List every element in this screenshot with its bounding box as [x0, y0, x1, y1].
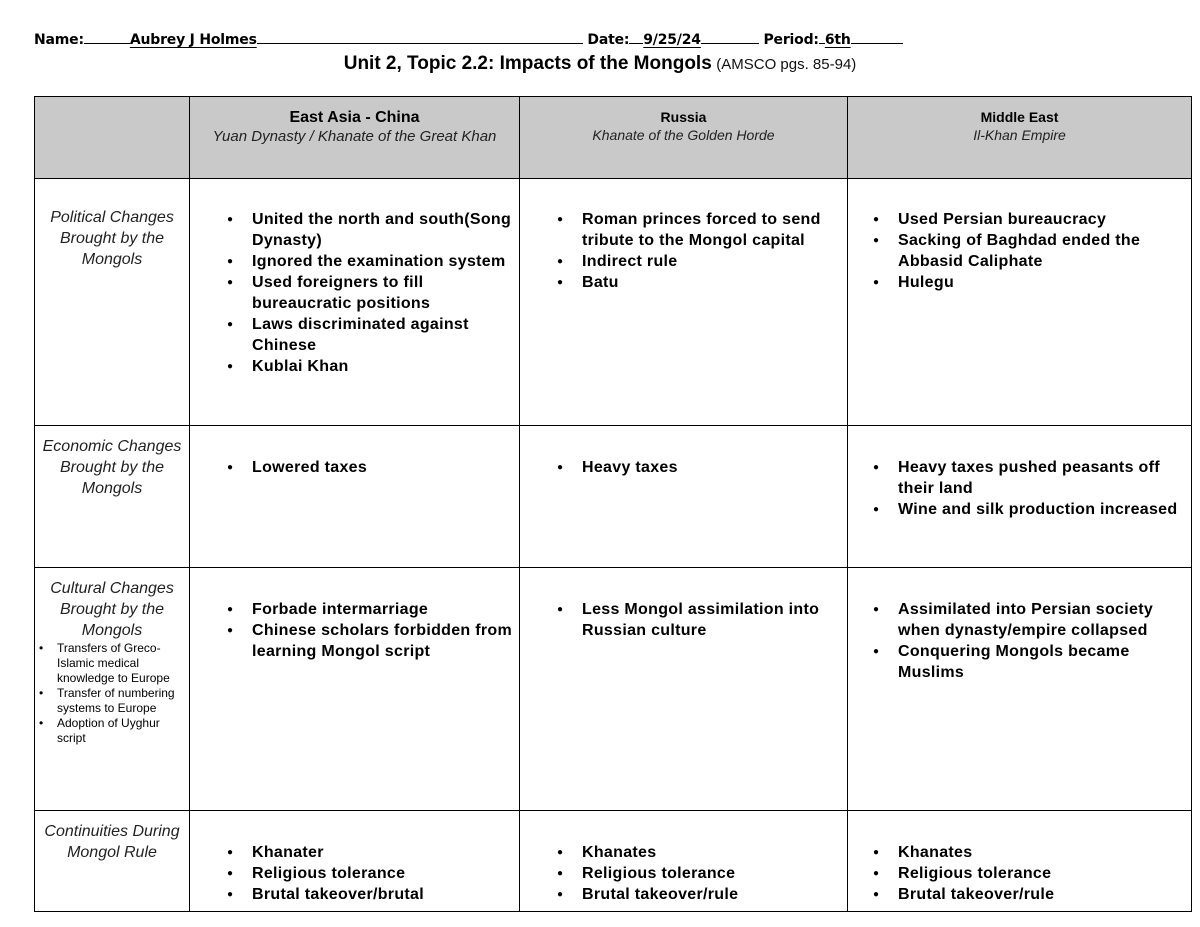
row-label-cell — [35, 426, 190, 568]
cell-cultural-china — [190, 568, 520, 811]
list-item: ● Brutal takeover/brutal — [190, 884, 513, 905]
column-title: Russia — [660, 109, 707, 125]
header-line — [34, 31, 903, 48]
name-value: Aubrey J Holmes — [129, 32, 257, 48]
table-header-row — [35, 97, 1192, 179]
cell-political-russia — [520, 179, 848, 426]
list-item: ● Indirect rule — [520, 251, 841, 272]
list-item: ● Conquering Mongols became Muslims — [836, 641, 1185, 683]
list-item: ● Brutal takeover/rule — [836, 884, 1185, 905]
column-title: East Asia - China — [289, 109, 420, 126]
row-label: Political Changes Brought by the Mongols — [50, 209, 174, 268]
table-row-cultural — [35, 568, 1192, 811]
row-label-cell — [35, 568, 190, 811]
period-blank-trail — [851, 31, 903, 44]
cell-political-china — [190, 179, 520, 426]
name-label: Name: — [34, 32, 84, 48]
list-item: ● Kublai Khan — [190, 356, 513, 377]
list-item: ● Sacking of Baghdad ended the Abbasid Caliphate — [836, 230, 1185, 272]
cell-political-middle-east — [848, 179, 1192, 426]
row-label: Continuities During Mongol Rule — [44, 823, 180, 861]
list-item: • Transfers of Greco-Islamic medical knowledge to Europe — [39, 641, 187, 686]
list-item: ● Heavy taxes pushed peasants off their land — [836, 457, 1185, 499]
list-item: • Adoption of Uyghur script — [39, 716, 187, 746]
cell-economic-china — [190, 426, 520, 568]
row-label: Cultural Changes Brought by the Mongols — [50, 580, 174, 639]
table-row-political — [35, 179, 1192, 426]
row-label: Economic Changes Brought by the Mongols — [42, 438, 182, 497]
name-blank-trail — [257, 31, 583, 44]
cell-economic-russia — [520, 426, 848, 568]
list-item: • Transfer of numbering systems to Europe — [39, 686, 187, 716]
list-item: ● Roman princes forced to send tribute to the Mongol capital — [520, 209, 841, 251]
column-subtitle: Khanate of the Golden Horde — [592, 127, 775, 143]
table-row-economic — [35, 426, 1192, 568]
list-item: ● Chinese scholars forbidden from learning Mongol script — [190, 620, 513, 662]
list-item: ● Brutal takeover/rule — [520, 884, 841, 905]
period-label: Period: — [763, 32, 819, 48]
column-subtitle: Il-Khan Empire — [973, 127, 1066, 143]
list-item: ● Ignored the examination system — [190, 251, 513, 272]
list-item: ● Religious tolerance — [836, 863, 1185, 884]
date-label: Date: — [587, 32, 630, 48]
date-blank-lead — [629, 31, 643, 44]
column-subtitle: Yuan Dynasty / Khanate of the Great Khan — [212, 128, 497, 145]
list-item: ● Khanates — [520, 842, 841, 863]
cell-continuities-middle-east — [848, 811, 1192, 912]
list-item: ● Less Mongol assimilation into Russian culture — [520, 599, 841, 641]
list-item: ● Khanater — [190, 842, 513, 863]
title-main: Unit 2, Topic 2.2: Impacts of the Mongols — [343, 53, 712, 74]
row-label-cell — [35, 811, 190, 912]
list-item: ● Hulegu — [836, 272, 1185, 293]
period-value: 6th — [824, 32, 851, 48]
header-corner-cell — [35, 97, 190, 179]
name-blank-lead — [84, 31, 130, 44]
page-title — [0, 53, 1200, 75]
column-title: Middle East — [980, 109, 1059, 125]
list-item: ● Batu — [520, 272, 841, 293]
title-sub: (AMSCO pgs. 85-94) — [716, 56, 857, 73]
column-header-middle-east — [848, 97, 1192, 179]
cell-continuities-china — [190, 811, 520, 912]
list-item: ● Used Persian bureaucracy — [836, 209, 1185, 230]
cell-economic-middle-east — [848, 426, 1192, 568]
row-label-cell — [35, 179, 190, 426]
notes-table — [34, 96, 1192, 912]
cell-cultural-middle-east — [848, 568, 1192, 811]
cultural-notes-list — [35, 641, 189, 746]
list-item: ● Forbade intermarriage — [190, 599, 513, 620]
list-item: ● Khanates — [836, 842, 1185, 863]
list-item: ● Religious tolerance — [520, 863, 841, 884]
list-item: ● Religious tolerance — [190, 863, 513, 884]
list-item: ● Heavy taxes — [520, 457, 841, 478]
list-item: ● Used foreigners to fill bureaucratic positions — [190, 272, 513, 314]
cell-continuities-russia — [520, 811, 848, 912]
cell-cultural-russia — [520, 568, 848, 811]
list-item: ● Assimilated into Persian society when dynasty/empire collapsed — [836, 599, 1185, 641]
column-header-china — [190, 97, 520, 179]
date-value: 9/25/24 — [643, 32, 701, 48]
list-item: ● United the north and south(Song Dynasty) — [190, 209, 513, 251]
list-item: ● Lowered taxes — [190, 457, 513, 478]
list-item: ● Wine and silk production increased — [836, 499, 1185, 520]
column-header-russia — [520, 97, 848, 179]
date-blank-trail — [701, 31, 759, 44]
table-row-continuities — [35, 811, 1192, 912]
list-item: ● Laws discriminated against Chinese — [190, 314, 513, 356]
